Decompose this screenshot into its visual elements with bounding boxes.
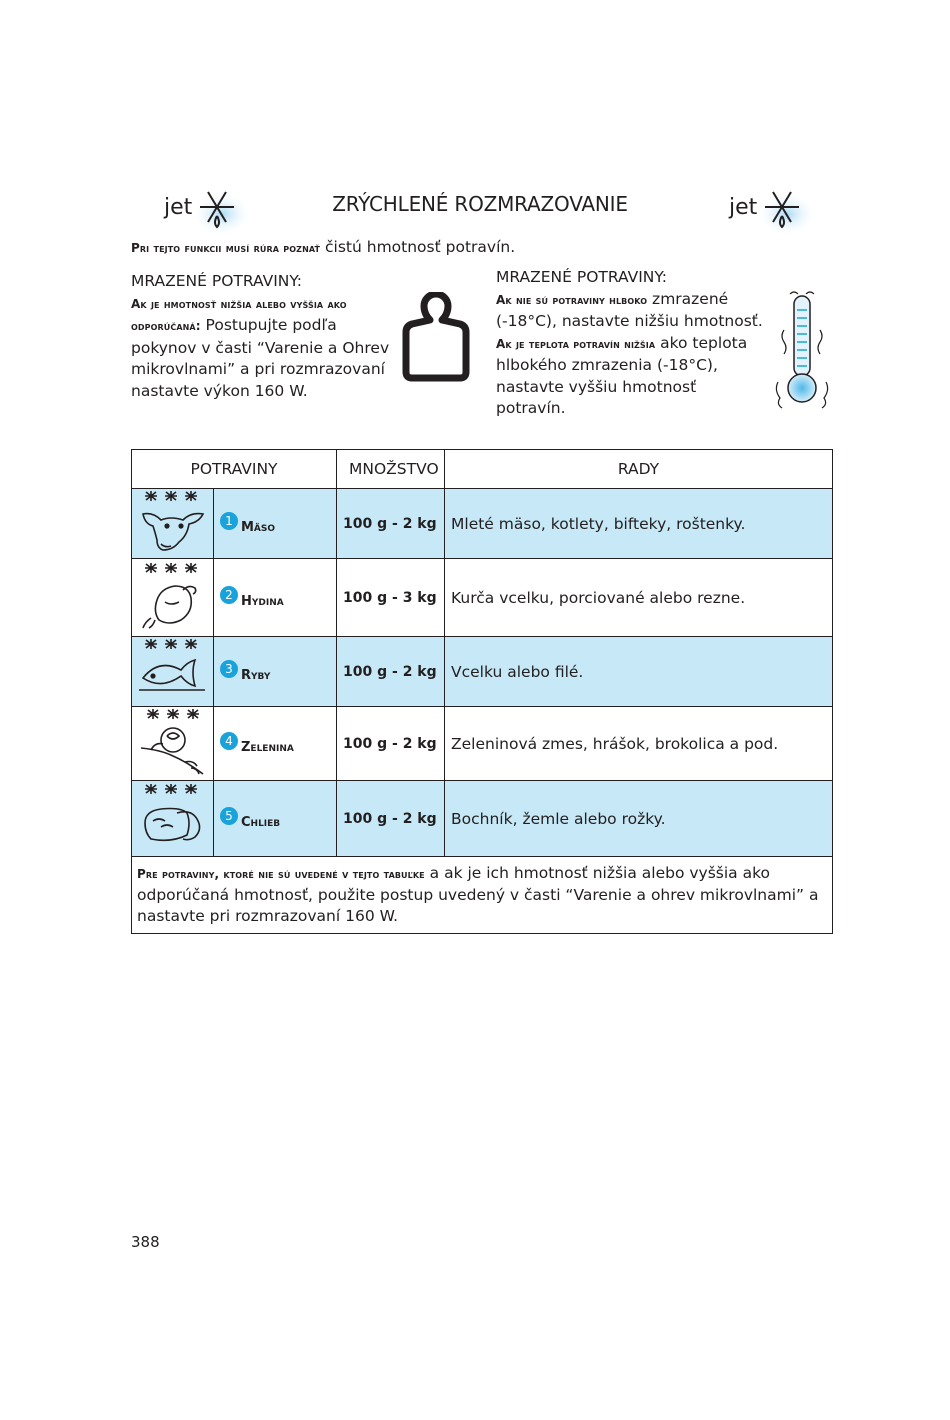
badge-4: 4 [220, 732, 238, 750]
header-rady: RADY [445, 450, 833, 489]
badge-2: 2 [220, 586, 238, 604]
quantity: 100 g - 3 kg [337, 559, 445, 637]
advice: Zeleninová zmes, hrášok, brokolica a pod. [445, 707, 833, 781]
food-name: Zelenina [241, 740, 294, 755]
page-title: ZRÝCHLENÉ ROZMRAZOVANIE [332, 192, 628, 216]
right-body-1: Ak nie sú potraviny hlboko zmrazené (-18°C), nastavte nižšiu hmotnosť. [496, 289, 763, 330]
header-mnozstvo: MNOŽSTVO [337, 450, 445, 489]
badge-1: 1 [220, 512, 238, 530]
bread-icon [137, 783, 209, 851]
table-row [132, 781, 833, 857]
header-potraviny: POTRAVINY [132, 450, 337, 489]
svg-text:jet: jet [164, 195, 193, 220]
cow-icon [137, 490, 209, 554]
quantity: 100 g - 2 kg [337, 781, 445, 857]
page-number: 388 [131, 1233, 160, 1251]
defrost-table [131, 449, 833, 934]
quantity: 100 g - 2 kg [337, 489, 445, 559]
advice: Mleté mäso, kotlety, bifteky, roštenky. [445, 489, 833, 559]
jet-logo-right [725, 180, 845, 240]
vegetable-icon [137, 708, 209, 776]
table-note-row [132, 857, 833, 934]
table-row [132, 559, 833, 637]
right-info-block [496, 267, 768, 420]
advice: Bochník, žemle alebo rožky. [445, 781, 833, 857]
chicken-icon [137, 560, 209, 632]
food-name: Chlieb [241, 815, 281, 830]
intro-text: Pri tejto funkcii musí rúra poznať čistú hmotnosť potravín. [131, 238, 516, 256]
right-heading: MRAZENÉ POTRAVINY: [496, 268, 668, 286]
right-body-2: Ak je teplota potravín nižšia ako teplota hlbokého zmrazenia (-18°C), nastavte vyššiu hmotnosť potravín. [496, 333, 748, 417]
left-info-block [131, 271, 397, 402]
quantity: 100 g - 2 kg [337, 707, 445, 781]
food-name: Hydina [241, 594, 284, 609]
quantity: 100 g - 2 kg [337, 637, 445, 707]
table-note: Pre potraviny, ktoré nie sú uvedené v tejto tabuľke a ak je ich hmotnosť nižšia alebo vyššia ako odporúčaná hmotnosť, použite postup uvedený v časti “Varenie a ohrev mikrovlnami” a nastavte pri rozmrazovaní 160 W. [132, 857, 833, 934]
left-body: Ak je hmotnosť nižšia alebo vyššia ako odporúčaná: Postupujte podľa pokynov v časti “Varenie a Ohrev mikrovlnami” a pri rozmrazovaní nastavte výkon 160 W. [131, 296, 390, 400]
svg-text:jet: jet [729, 195, 758, 220]
table-row [132, 637, 833, 707]
badge-5: 5 [220, 807, 238, 825]
advice: Vcelku alebo filé. [445, 637, 833, 707]
table-header-row [132, 450, 833, 489]
food-name: Ryby [241, 668, 271, 683]
advice: Kurča vcelku, porciované alebo rezne. [445, 559, 833, 637]
thermometer-icon [770, 290, 836, 416]
jet-logo-left [160, 180, 280, 240]
badge-3: 3 [220, 660, 238, 678]
weight-icon [400, 292, 472, 384]
table-row [132, 707, 833, 781]
left-heading: MRAZENÉ POTRAVINY: [131, 272, 303, 290]
food-name: Mäso [241, 520, 276, 535]
fish-icon [137, 638, 209, 702]
table-row [132, 489, 833, 559]
